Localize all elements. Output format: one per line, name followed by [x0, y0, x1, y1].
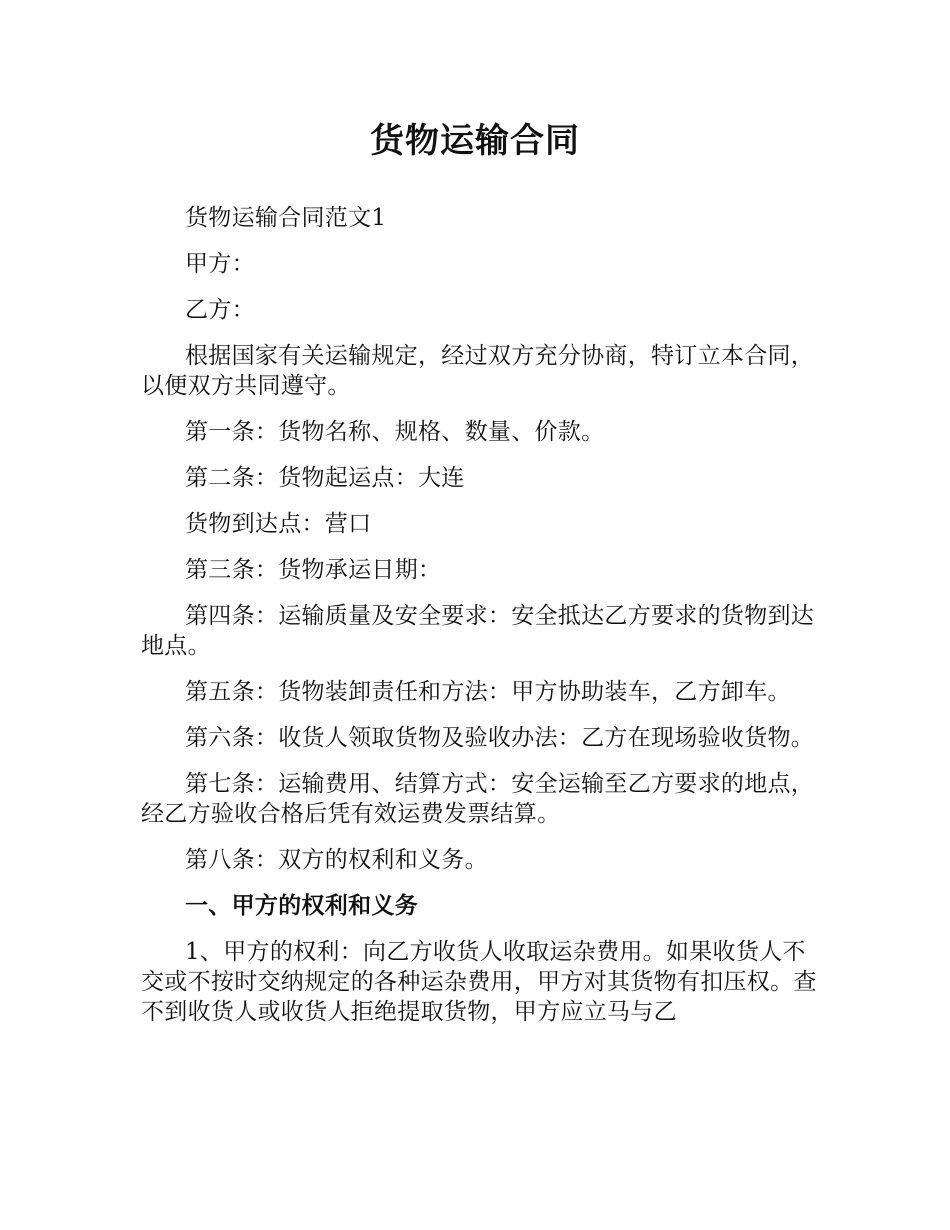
paragraph-article-8: 第八条：双方的权利和义务。: [185, 847, 488, 873]
paragraph-party-a-rights: 1、甲方的权利：向乙方收货人收取运杂费用。如果收货人不交或不按时交纳规定的各种运杂费用，甲方对其货物有扣压权。查不到收货人或收货人拒绝提取货物，甲方应立马与乙: [141, 939, 817, 1025]
paragraph-article-1: 第一条：货物名称、规格、数量、价款。: [185, 419, 605, 445]
paragraph-preamble: 根据国家有关运输规定，经过双方充分协商，特订立本合同，以便双方共同遵守。: [141, 343, 815, 399]
document-title: 货物运输合同: [370, 121, 580, 161]
paragraph-party-a: 甲方：: [185, 251, 255, 277]
paragraph-article-2: 第二条：货物起运点：大连: [185, 465, 465, 491]
paragraph-article-3: 第三条：货物承运日期：: [185, 557, 442, 583]
paragraph-destination: 货物到达点：营口: [185, 511, 372, 537]
paragraph-article-7: 第七条：运输费用、结算方式：安全运输至乙方要求的地点，经乙方验收合格后凭有效运费发票结算。: [141, 771, 815, 827]
paragraph-party-b: 乙方：: [185, 297, 255, 323]
section-heading-party-a: 一、甲方的权利和义务: [185, 893, 418, 919]
paragraph-template-title: 货物运输合同范文1: [185, 205, 387, 231]
paragraph-article-5: 第五条：货物装卸责任和方法：甲方协助装车，乙方卸车。: [185, 679, 791, 705]
paragraph-article-6: 第六条：收货人领取货物及验收办法：乙方在现场验收货物。: [185, 725, 815, 751]
document-body: [141, 203, 821, 1043]
paragraph-article-4: 第四条：运输质量及安全要求：安全抵达乙方要求的货物到达地点。: [141, 603, 815, 659]
